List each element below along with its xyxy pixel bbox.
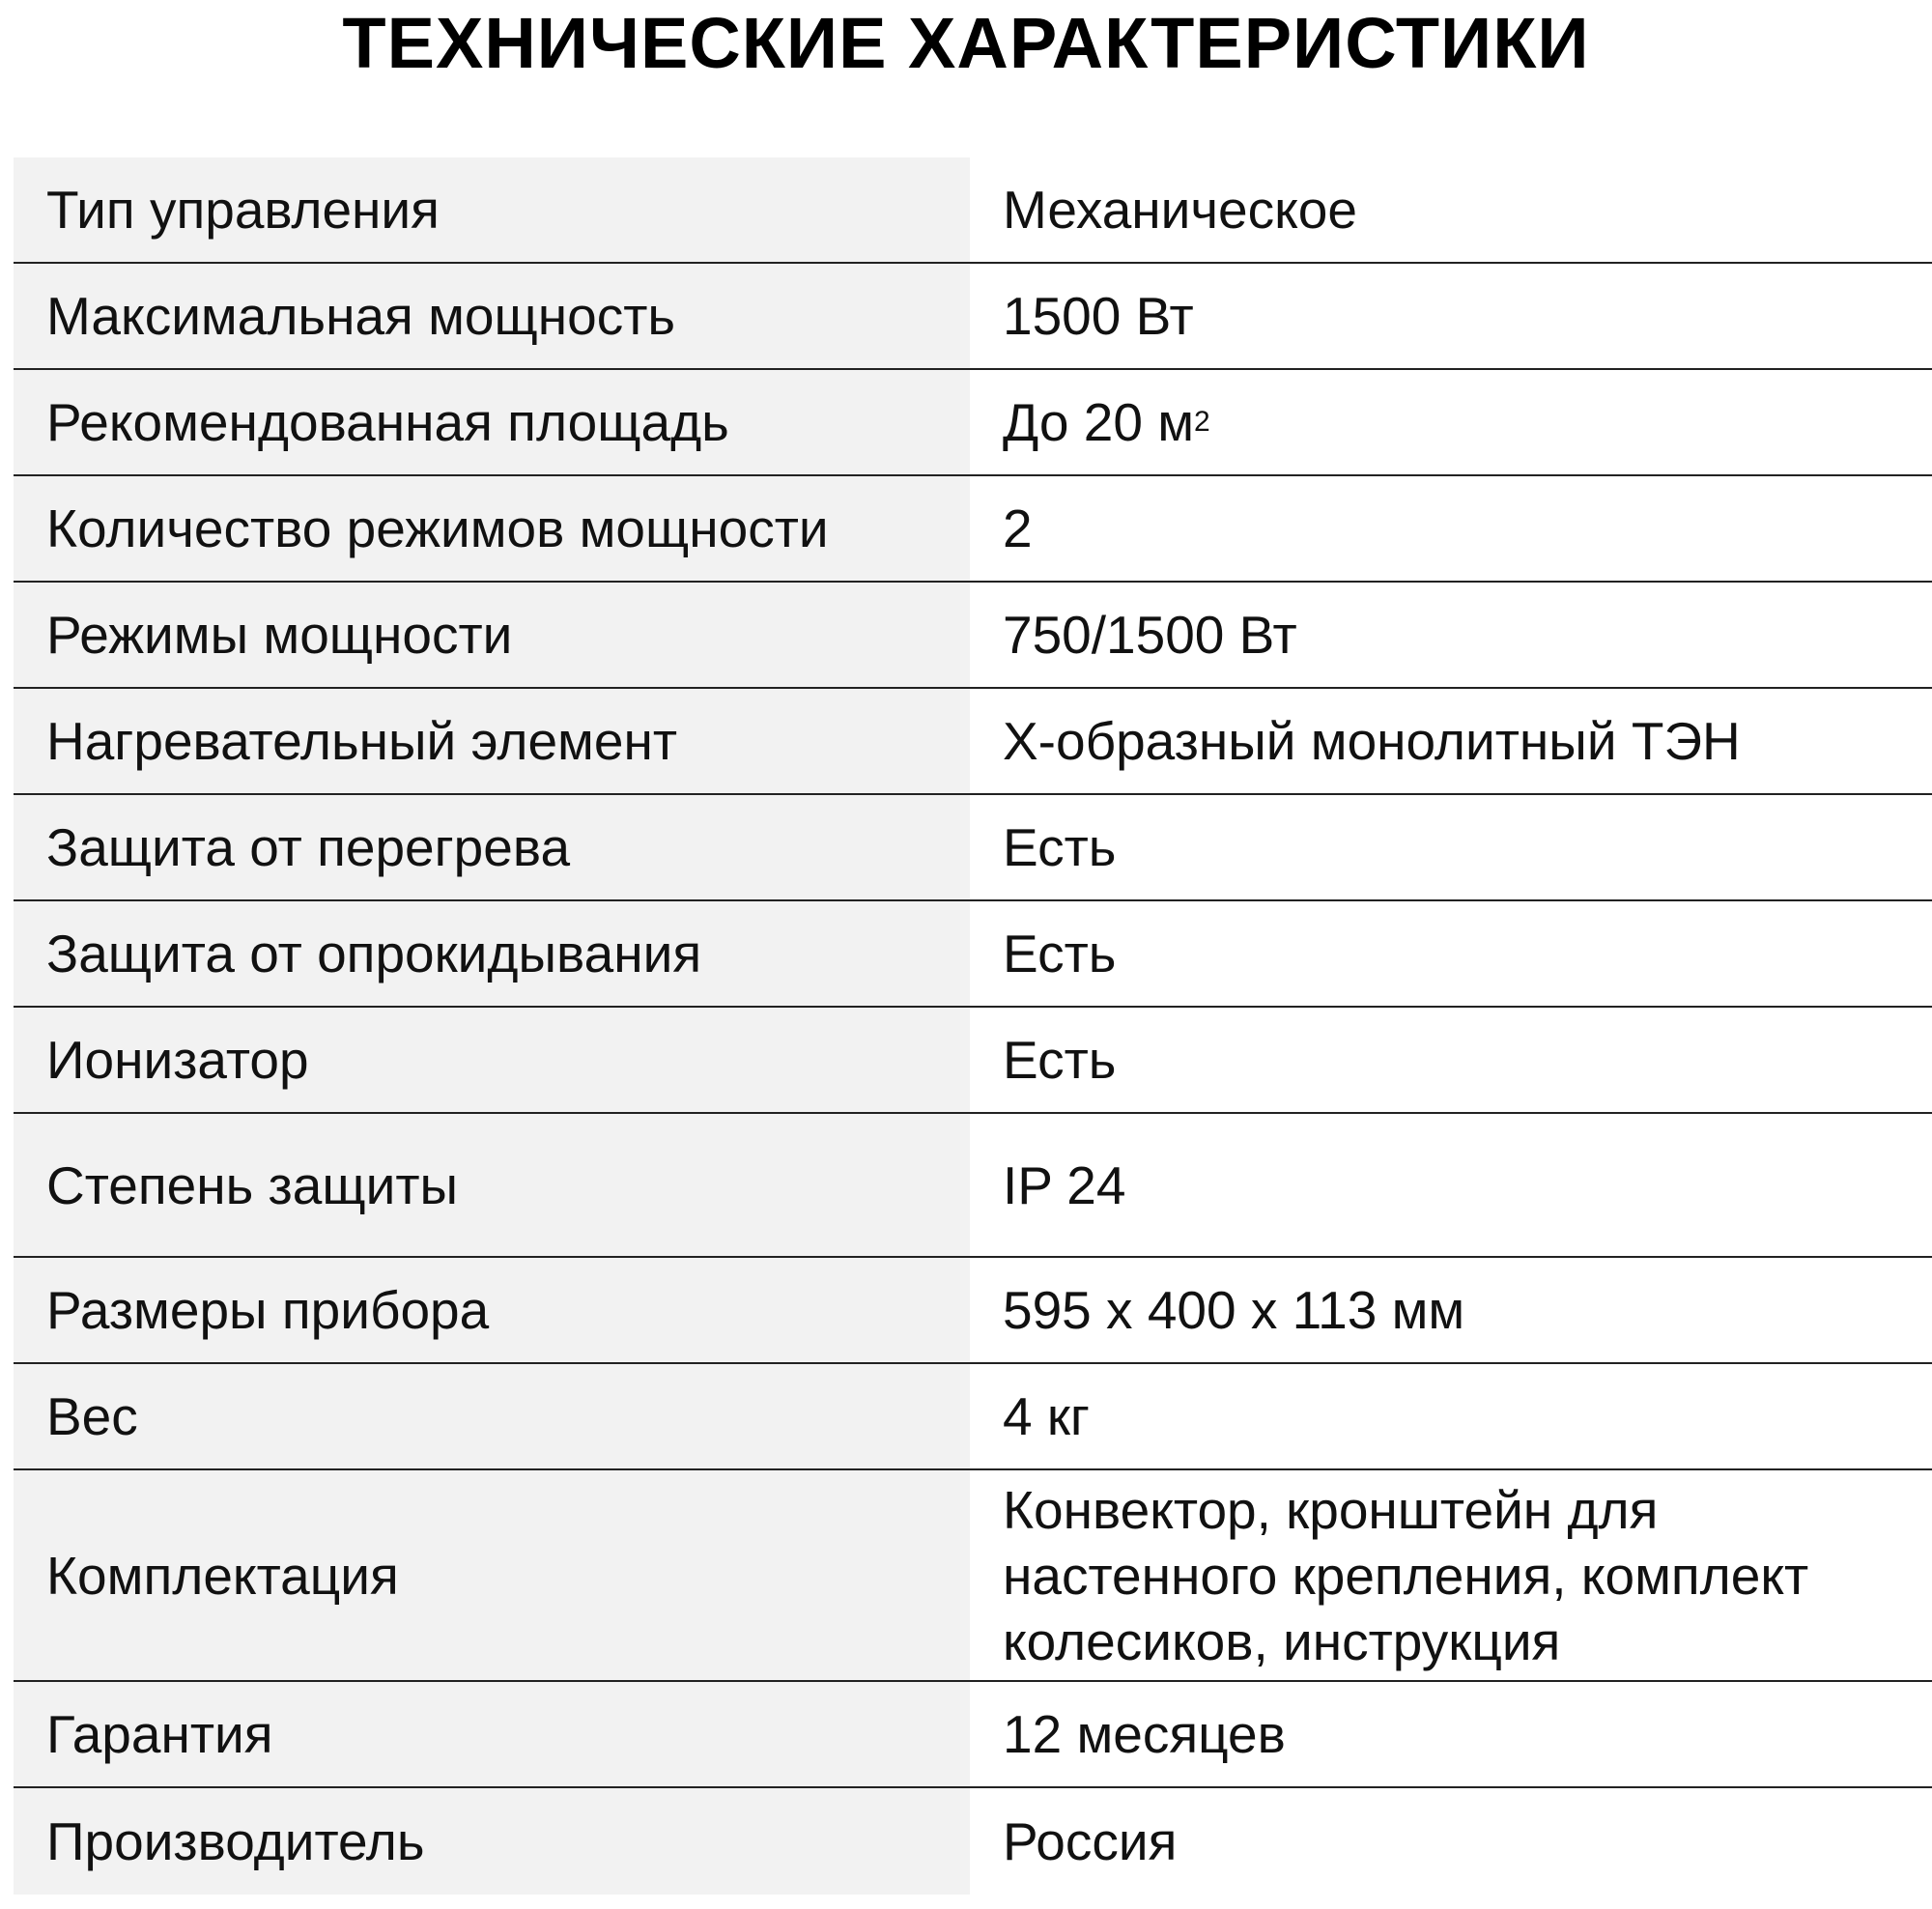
table-row bbox=[14, 1470, 1932, 1682]
spec-label: Гарантия bbox=[14, 1682, 970, 1786]
spec-label: Ионизатор bbox=[14, 1008, 970, 1112]
spec-label: Тип управления bbox=[14, 157, 970, 262]
spec-label: Рекомендованная площадь bbox=[14, 370, 970, 474]
spec-label: Защита от перегрева bbox=[14, 795, 970, 899]
spec-label: Защита от опрокидывания bbox=[14, 901, 970, 1006]
spec-label: Размеры прибора bbox=[14, 1258, 970, 1362]
spec-value: Россия bbox=[970, 1788, 1932, 1895]
table-row bbox=[14, 476, 1932, 583]
table-row bbox=[14, 795, 1932, 901]
spec-value: До 20 м bbox=[1003, 392, 1195, 452]
spec-label: Максимальная мощность bbox=[14, 264, 970, 368]
spec-value: 4 кг bbox=[970, 1364, 1932, 1468]
spec-label: Степень защиты bbox=[14, 1114, 970, 1256]
spec-value: Конвектор, кронштейн для настенного крепления, комплект колесиков, инструкция bbox=[970, 1470, 1932, 1680]
spec-value-cell: До 20 м 2 bbox=[970, 370, 1932, 474]
table-row bbox=[14, 583, 1932, 689]
table-row bbox=[14, 1114, 1932, 1258]
table-row bbox=[14, 1258, 1932, 1364]
table-row bbox=[14, 157, 1932, 264]
spec-value: 2 bbox=[970, 476, 1932, 581]
table-row bbox=[14, 1682, 1932, 1788]
spec-value: 12 месяцев bbox=[970, 1682, 1932, 1786]
table-row bbox=[14, 264, 1932, 370]
spec-value: Х-образный монолитный ТЭН bbox=[970, 689, 1932, 793]
spec-value: Есть bbox=[970, 795, 1932, 899]
spec-value: Механическое bbox=[970, 157, 1932, 262]
spec-label: Комплектация bbox=[14, 1470, 970, 1680]
spec-label: Вес bbox=[14, 1364, 970, 1468]
spec-value: 1500 Вт bbox=[970, 264, 1932, 368]
spec-value: IP 24 bbox=[970, 1114, 1932, 1256]
table-row bbox=[14, 689, 1932, 795]
page-title: ТЕХНИЧЕСКИЕ ХАРАКТЕРИСТИКИ bbox=[342, 3, 1590, 83]
spec-label: Режимы мощности bbox=[14, 583, 970, 687]
spec-value: Есть bbox=[970, 901, 1932, 1006]
spec-value: Есть bbox=[970, 1008, 1932, 1112]
table-row bbox=[14, 1008, 1932, 1114]
table-row bbox=[14, 901, 1932, 1008]
spec-label: Нагревательный элемент bbox=[14, 689, 970, 793]
spec-table bbox=[14, 157, 1932, 1895]
spec-value: 750/1500 Вт bbox=[970, 583, 1932, 687]
table-row bbox=[14, 1364, 1932, 1470]
table-row bbox=[14, 1788, 1932, 1895]
table-row bbox=[14, 370, 1932, 476]
spec-label: Производитель bbox=[14, 1788, 970, 1895]
spec-label: Количество режимов мощности bbox=[14, 476, 970, 581]
spec-value: 595 х 400 х 113 мм bbox=[970, 1258, 1932, 1362]
